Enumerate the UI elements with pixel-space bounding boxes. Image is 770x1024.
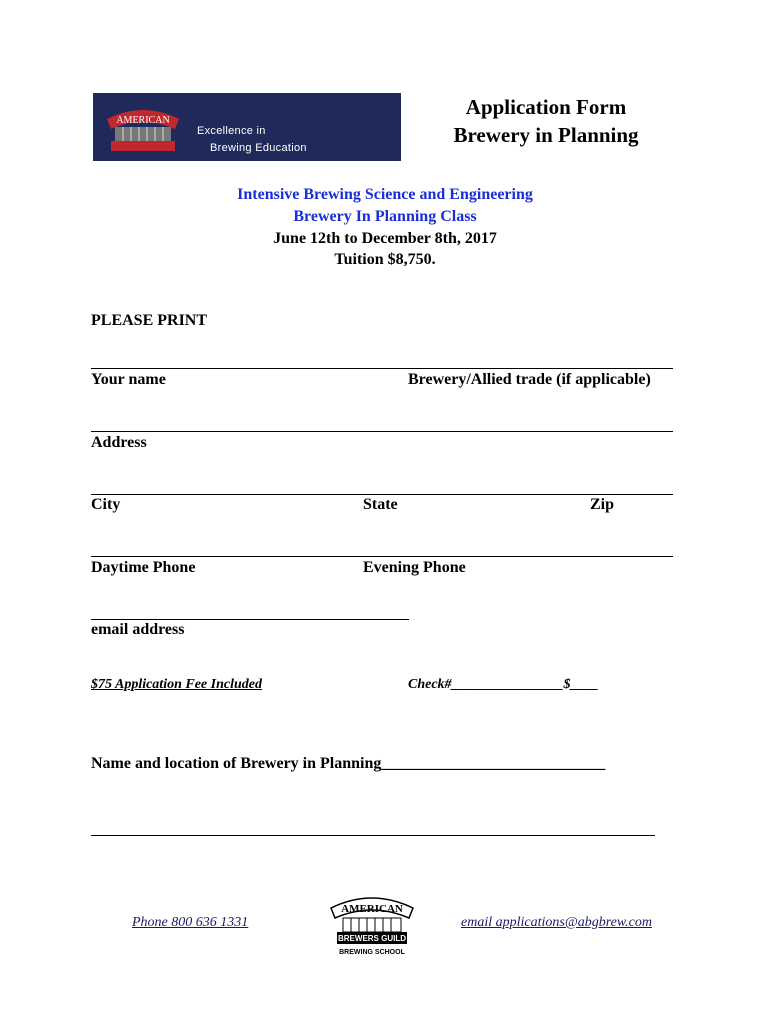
header-logo-banner (93, 93, 401, 161)
zip-label: Zip (590, 496, 615, 513)
brewery-location-field[interactable]: Name and location of Brewery in Planning____________________________ (91, 755, 606, 772)
daytime-phone-label: Daytime Phone (91, 559, 196, 576)
address-label: Address (91, 434, 147, 451)
email-label: email address (91, 621, 185, 638)
badge-text: AMERICAN (116, 115, 170, 126)
state-label: State (363, 496, 398, 513)
your-name-label: Your name (91, 371, 166, 388)
phone-line[interactable] (91, 556, 673, 557)
logo-tagline-1: Excellence in (197, 125, 266, 137)
check-field[interactable]: Check#________________$____ (408, 677, 599, 692)
city-label: City (91, 496, 121, 513)
brewery-location-line-2[interactable] (91, 835, 655, 836)
application-fee-note: $75 Application Fee Included (91, 677, 262, 692)
phone-link[interactable]: Phone 800 636 1331 (132, 915, 249, 930)
footer-logo-top: AMERICAN (341, 903, 403, 915)
please-print-label: PLEASE PRINT (91, 312, 208, 329)
footer-logo-mid: BREWERS GUILD (338, 934, 406, 943)
city-state-zip-line[interactable] (91, 494, 673, 495)
brewery-trade-label: Brewery/Allied trade (if applicable) (408, 371, 651, 388)
course-tuition: Tuition $8,750. (334, 251, 436, 268)
course-name: Intensive Brewing Science and Engineering (237, 186, 533, 203)
email-link[interactable]: email applications@abgbrew.com (461, 915, 652, 930)
evening-phone-label: Evening Phone (363, 559, 466, 576)
form-subtitle: Brewery in Planning (453, 123, 639, 147)
brewers-guild-footer-logo-icon (327, 890, 417, 958)
course-dates: June 12th to December 8th, 2017 (273, 230, 497, 247)
address-line[interactable] (91, 431, 673, 432)
form-title: Application Form (465, 95, 627, 119)
email-line[interactable] (91, 619, 409, 620)
course-class: Brewery In Planning Class (293, 208, 477, 225)
logo-tagline-2: Brewing Education (210, 142, 307, 154)
footer-logo-bottom: BREWING SCHOOL (339, 949, 405, 956)
brewers-guild-badge-icon (101, 99, 185, 155)
name-line[interactable] (91, 368, 673, 369)
